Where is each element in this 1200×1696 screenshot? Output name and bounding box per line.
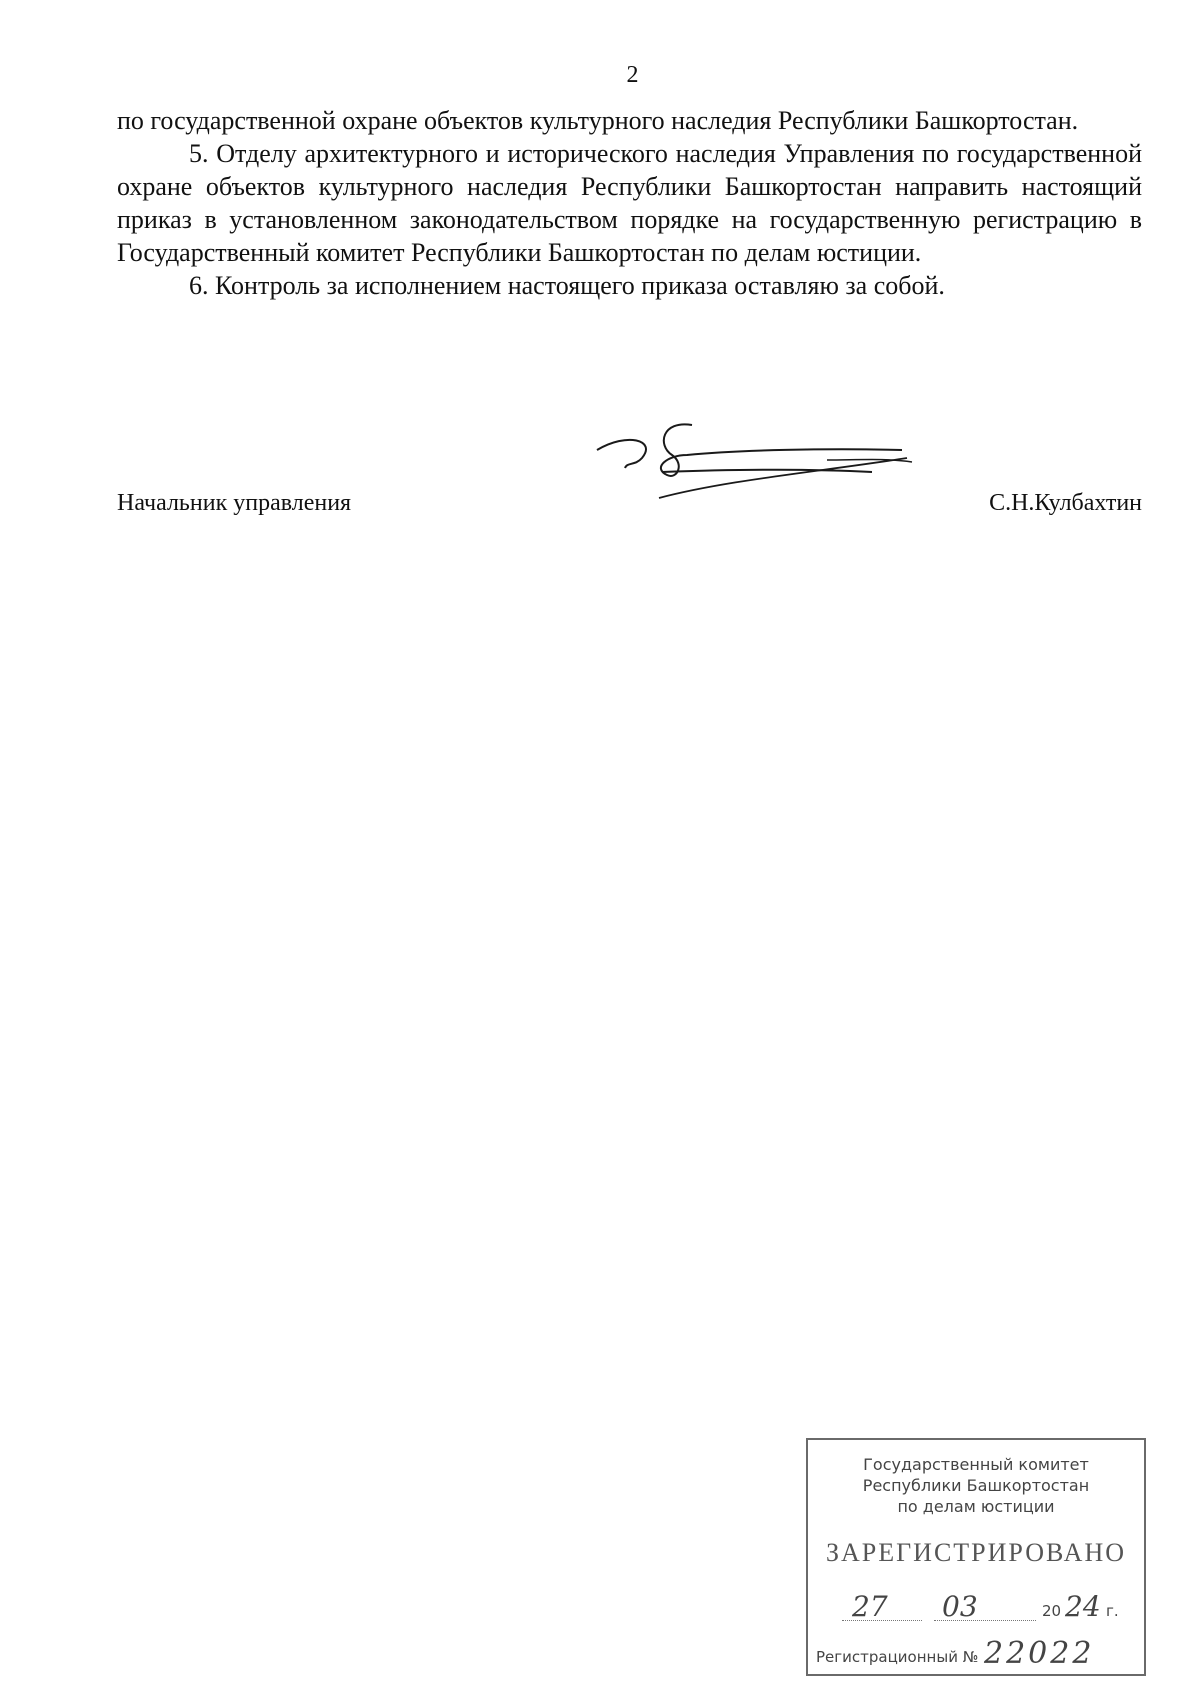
stamp-year-suffix: г. xyxy=(1106,1602,1119,1620)
stamp-registration xyxy=(816,1636,1136,1672)
stamp-year: 24 xyxy=(1065,1590,1101,1623)
signatory-name: С.Н.Кулбахтин xyxy=(989,490,1142,516)
handwritten-signature xyxy=(567,420,927,540)
paragraph-continuation: по государственной охране объектов культурного наследия Республики Башкортостан. xyxy=(117,106,1079,135)
registration-stamp xyxy=(806,1438,1146,1676)
signatory-position: Начальник управления xyxy=(117,490,352,516)
stamp-day: 27 xyxy=(852,1590,888,1623)
stamp-organization: Государственный комитет Республики Башкортостан по делам юстиции xyxy=(862,1455,1090,1516)
paragraph-item-6: 6. Контроль за исполнением настоящего приказа оставляю за собой. xyxy=(189,271,945,300)
stamp-status: ЗАРЕГИСТРИРОВАНО xyxy=(826,1538,1126,1567)
document-body xyxy=(117,104,1142,302)
stamp-month: 03 xyxy=(942,1590,978,1623)
stamp-date xyxy=(842,1590,1132,1626)
stamp-reg-label: Регистрационный № xyxy=(816,1648,979,1666)
stamp-reg-number: 22022 xyxy=(984,1636,1095,1671)
stamp-year-prefix: 20 xyxy=(1042,1602,1062,1620)
page-number: 2 xyxy=(626,62,639,88)
signature-block xyxy=(117,420,1142,540)
paragraph-item-5: 5. Отделу архитектурного и исторического наследия Управления по государственной охране объектов культурного наследия Республики Башкортостан направить настоящий приказ в установленном законодательством порядке на государственную регистрацию в Государственный комитет Республики Башкортостан по делам юстиции. xyxy=(117,139,1142,267)
